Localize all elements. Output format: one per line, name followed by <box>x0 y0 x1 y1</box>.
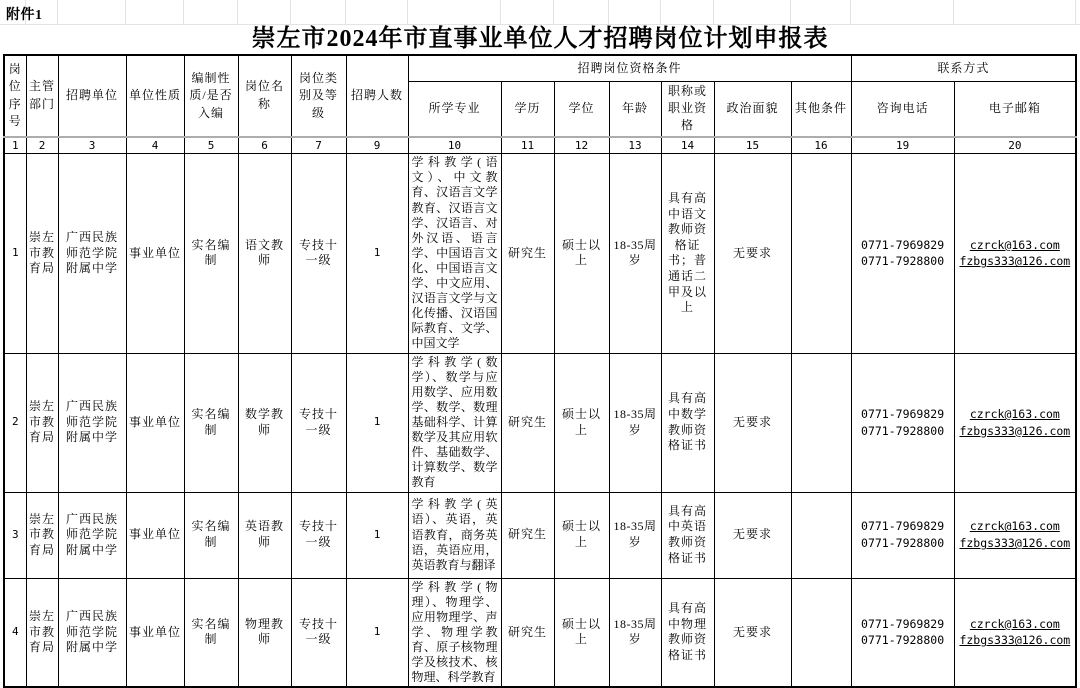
cell-post-name: 物理教师 <box>238 578 291 687</box>
col-num: 14 <box>661 137 714 154</box>
col-header-seq: 岗位序号 <box>4 55 26 137</box>
cell-seq: 3 <box>4 492 26 578</box>
col-header-education: 学历 <box>501 81 554 137</box>
cell-phone <box>851 578 954 687</box>
col-header-other: 其他条件 <box>791 81 851 137</box>
cell-dept: 崇左市教育局 <box>26 578 58 687</box>
excel-gridlines <box>0 0 1080 25</box>
cell-unit-nature: 事业单位 <box>126 353 184 492</box>
cell-unit: 广西民族师范学院附属中学 <box>58 492 126 578</box>
cell-email <box>954 578 1076 687</box>
cell-education: 研究生 <box>501 578 554 687</box>
cell-degree: 硕士以上 <box>554 578 609 687</box>
col-header-degree: 学位 <box>554 81 609 137</box>
cell-major: 学科教学(语文）、中文教育、汉语言文学教育、汉语言文学、汉语言、对外汉语、语言学、中国语言文化、中国语言文学、中文应用、汉语言文学与文化传播、汉语国际教育、文学、中国文学 <box>408 154 501 353</box>
col-header-establishment: 编制性质/是否入编 <box>184 55 238 137</box>
col-num: 13 <box>609 137 661 154</box>
cell-phone <box>851 353 954 492</box>
phone-number: 0771-7969829 <box>861 406 945 421</box>
col-header-major: 所学专业 <box>408 81 501 137</box>
email-link[interactable]: czrck@163.com <box>969 616 1060 631</box>
attachment-label: 附件1 <box>6 8 43 23</box>
col-header-dept: 主管部门 <box>26 55 58 137</box>
cell-headcount: 1 <box>346 492 408 578</box>
cell-degree: 硕士以上 <box>554 154 609 353</box>
table-row <box>4 492 1076 578</box>
cell-age: 18-35周岁 <box>609 492 661 578</box>
col-header-nature: 单位性质 <box>126 55 184 137</box>
phone-number: 0771-7969829 <box>861 519 945 534</box>
col-header-age: 年龄 <box>609 81 661 137</box>
cell-other-conditions <box>791 154 851 353</box>
email-link[interactable]: czrck@163.com <box>969 237 1060 252</box>
group-header-contact: 联系方式 <box>851 55 1076 81</box>
cell-establishment: 实名编制 <box>184 353 238 492</box>
cell-qualification: 具有高中英语教师资格证书 <box>661 492 714 578</box>
cell-post-category: 专技十一级 <box>291 578 346 687</box>
col-num: 12 <box>554 137 609 154</box>
cell-phone <box>851 154 954 353</box>
email-link[interactable]: fzbgs333@126.com <box>959 423 1071 438</box>
cell-political-status: 无要求 <box>714 492 791 578</box>
cell-dept: 崇左市教育局 <box>26 492 58 578</box>
col-num: 19 <box>851 137 954 154</box>
recruitment-plan-table <box>3 54 1077 688</box>
col-num: 20 <box>954 137 1076 154</box>
col-header-unit: 招聘单位 <box>58 55 126 137</box>
cell-post-name: 英语教师 <box>238 492 291 578</box>
cell-seq: 2 <box>4 353 26 492</box>
cell-post-category: 专技十一级 <box>291 154 346 353</box>
email-link[interactable]: czrck@163.com <box>969 519 1060 534</box>
page-title: 崇左市2024年市直事业单位人才招聘岗位计划申报表 <box>251 26 829 52</box>
email-link[interactable]: fzbgs333@126.com <box>959 633 1071 648</box>
cell-political-status: 无要求 <box>714 578 791 687</box>
col-num: 5 <box>184 137 238 154</box>
phone-number: 0771-7928800 <box>861 423 945 438</box>
cell-unit: 广西民族师范学院附属中学 <box>58 578 126 687</box>
cell-age: 18-35周岁 <box>609 154 661 353</box>
cell-establishment: 实名编制 <box>184 492 238 578</box>
cell-unit-nature: 事业单位 <box>126 492 184 578</box>
cell-major: 学科教学(数学）、数学与应用数学、应用数学、数学、数理基础科学、计算数学及其应用软件、基础数学、计算数学、数学教育 <box>408 353 501 492</box>
col-header-political: 政治面貌 <box>714 81 791 137</box>
email-link[interactable]: czrck@163.com <box>969 406 1060 421</box>
cell-other-conditions <box>791 353 851 492</box>
col-num: 3 <box>58 137 126 154</box>
col-header-email: 电子邮箱 <box>954 81 1076 137</box>
table-row <box>4 578 1076 687</box>
cell-seq: 4 <box>4 578 26 687</box>
col-num: 9 <box>346 137 408 154</box>
cell-education: 研究生 <box>501 492 554 578</box>
cell-dept: 崇左市教育局 <box>26 154 58 353</box>
cell-other-conditions <box>791 578 851 687</box>
cell-other-conditions <box>791 492 851 578</box>
table-row <box>4 154 1076 353</box>
col-num: 16 <box>791 137 851 154</box>
cell-email <box>954 492 1076 578</box>
cell-unit-nature: 事业单位 <box>126 154 184 353</box>
cell-email <box>954 353 1076 492</box>
cell-phone <box>851 492 954 578</box>
email-link[interactable]: fzbgs333@126.com <box>959 536 1071 551</box>
cell-headcount: 1 <box>346 578 408 687</box>
col-header-phone: 咨询电话 <box>851 81 954 137</box>
phone-number: 0771-7928800 <box>861 536 945 551</box>
col-num: 6 <box>238 137 291 154</box>
table-row <box>4 353 1076 492</box>
phone-number: 0771-7969829 <box>861 616 945 631</box>
cell-email <box>954 154 1076 353</box>
col-header-category: 岗位类别及等级 <box>291 55 346 137</box>
cell-qualification: 具有高中数学教师资格证书 <box>661 353 714 492</box>
col-header-post: 岗位名称 <box>238 55 291 137</box>
col-num: 4 <box>126 137 184 154</box>
cell-unit-nature: 事业单位 <box>126 578 184 687</box>
phone-number: 0771-7969829 <box>861 237 945 252</box>
cell-political-status: 无要求 <box>714 353 791 492</box>
cell-post-name: 数学教师 <box>238 353 291 492</box>
phone-number: 0771-7928800 <box>861 633 945 648</box>
cell-headcount: 1 <box>346 154 408 353</box>
cell-major: 学科教学(英语）、英语，英语教育，商务英语，英语应用，英语教育与翻译 <box>408 492 501 578</box>
col-num: 11 <box>501 137 554 154</box>
cell-age: 18-35周岁 <box>609 578 661 687</box>
cell-degree: 硕士以上 <box>554 353 609 492</box>
col-num: 1 <box>4 137 26 154</box>
col-header-qualification: 职称或职业资格 <box>661 81 714 137</box>
cell-post-name: 语文教师 <box>238 154 291 353</box>
cell-age: 18-35周岁 <box>609 353 661 492</box>
cell-unit: 广西民族师范学院附属中学 <box>58 353 126 492</box>
cell-unit: 广西民族师范学院附属中学 <box>58 154 126 353</box>
cell-political-status: 无要求 <box>714 154 791 353</box>
col-num: 2 <box>26 137 58 154</box>
cell-qualification: 具有高中物理教师资格证书 <box>661 578 714 687</box>
cell-education: 研究生 <box>501 353 554 492</box>
cell-establishment: 实名编制 <box>184 578 238 687</box>
column-number-row <box>4 137 1076 154</box>
col-num: 10 <box>408 137 501 154</box>
cell-establishment: 实名编制 <box>184 154 238 353</box>
email-link[interactable]: fzbgs333@126.com <box>959 254 1071 269</box>
cell-education: 研究生 <box>501 154 554 353</box>
col-header-count: 招聘人数 <box>346 55 408 137</box>
cell-headcount: 1 <box>346 353 408 492</box>
cell-degree: 硕士以上 <box>554 492 609 578</box>
group-header-qualification: 招聘岗位资格条件 <box>408 55 851 81</box>
cell-dept: 崇左市教育局 <box>26 353 58 492</box>
phone-number: 0771-7928800 <box>861 254 945 269</box>
col-num: 7 <box>291 137 346 154</box>
cell-post-category: 专技十一级 <box>291 353 346 492</box>
col-num: 15 <box>714 137 791 154</box>
cell-qualification: 具有高中语文教师资格证书；普通话二甲及以上 <box>661 154 714 353</box>
cell-post-category: 专技十一级 <box>291 492 346 578</box>
cell-seq: 1 <box>4 154 26 353</box>
cell-major: 学科教学(物理）、物理学、应用物理学、声学、物理学教育、原子核物理学及核技术、核物理、科学教育 <box>408 578 501 687</box>
